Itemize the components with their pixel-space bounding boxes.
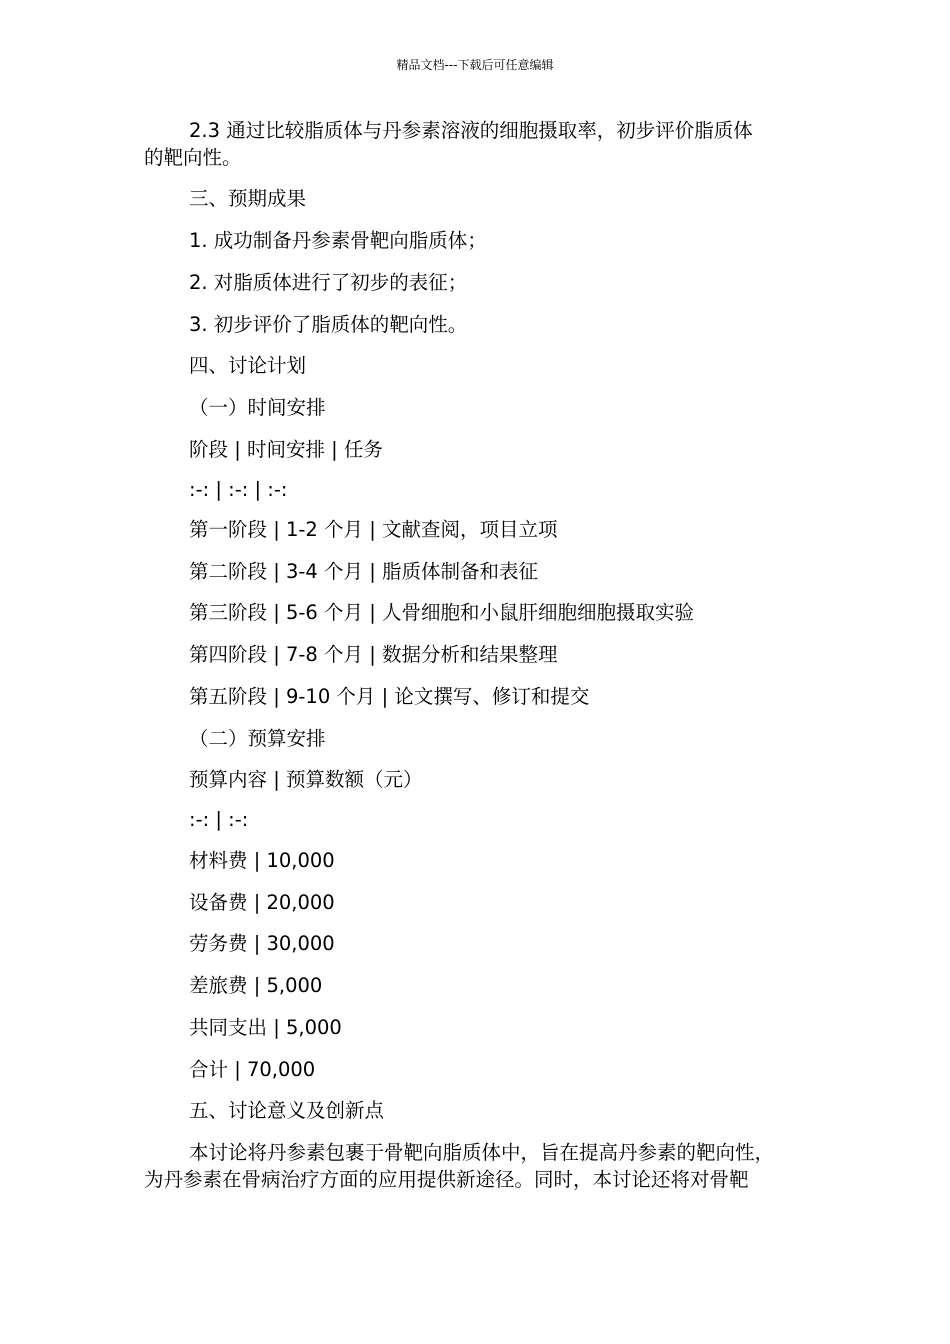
intro-paragraph xyxy=(144,117,804,171)
result-item-3: 3. 初步评价了脂质体的靶向性。 xyxy=(189,313,468,336)
closing-line-2: 为丹参素在骨病治疗方面的应用提供新途径。同时，本讨论还将对骨靶 xyxy=(144,1168,749,1191)
closing-line-1: 本讨论将丹参素包裹于骨靶向脂质体中，旨在提高丹参素的靶向性， xyxy=(189,1141,775,1164)
budget-row-labor: 劳务费 | 30,000 xyxy=(189,932,335,955)
budget-row-materials: 材料费 | 10,000 xyxy=(189,849,335,872)
budget-row-shared: 共同支出 | 5,000 xyxy=(189,1016,342,1039)
page-header: 精品文档---下载后可任意编辑 xyxy=(396,58,554,72)
schedule-table-align-row: :-: | :-: | :-: xyxy=(189,478,288,501)
schedule-row-1: 第一阶段 | 1-2 个月 | 文献查阅，项目立项 xyxy=(189,518,558,541)
section-heading-expected-results: 三、预期成果 xyxy=(189,187,307,210)
budget-row-equipment: 设备费 | 20,000 xyxy=(189,891,335,914)
intro-line-1: 2.3 通过比较脂质体与丹参素溶液的细胞摄取率，初步评价脂质体 xyxy=(189,119,753,142)
schedule-row-4: 第四阶段 | 7-8 个月 | 数据分析和结果整理 xyxy=(189,643,558,666)
schedule-table-header: 阶段 | 时间安排 | 任务 xyxy=(189,438,383,461)
intro-line-2: 的靶向性。 xyxy=(144,146,242,169)
schedule-row-3: 第三阶段 | 5-6 个月 | 人骨细胞和小鼠肝细胞细胞摄取实验 xyxy=(189,601,694,624)
result-item-2: 2. 对脂质体进行了初步的表征； xyxy=(189,271,468,294)
schedule-row-5: 第五阶段 | 9-10 个月 | 论文撰写、修订和提交 xyxy=(189,685,590,708)
subheading-budget: （二）预算安排 xyxy=(189,727,326,750)
budget-row-travel: 差旅费 | 5,000 xyxy=(189,974,323,997)
closing-paragraph xyxy=(144,1139,804,1193)
budget-table-align-row: :-: | :-: xyxy=(189,808,249,831)
result-item-1: 1. 成功制备丹参素骨靶向脂质体； xyxy=(189,229,487,252)
budget-row-total: 合计 | 70,000 xyxy=(189,1058,316,1081)
schedule-row-2: 第二阶段 | 3-4 个月 | 脂质体制备和表征 xyxy=(189,560,538,583)
section-heading-significance: 五、讨论意义及创新点 xyxy=(189,1099,385,1122)
section-heading-plan: 四、讨论计划 xyxy=(189,354,307,377)
budget-table-header: 预算内容 | 预算数额（元） xyxy=(189,768,423,791)
subheading-schedule: （一）时间安排 xyxy=(189,396,326,419)
